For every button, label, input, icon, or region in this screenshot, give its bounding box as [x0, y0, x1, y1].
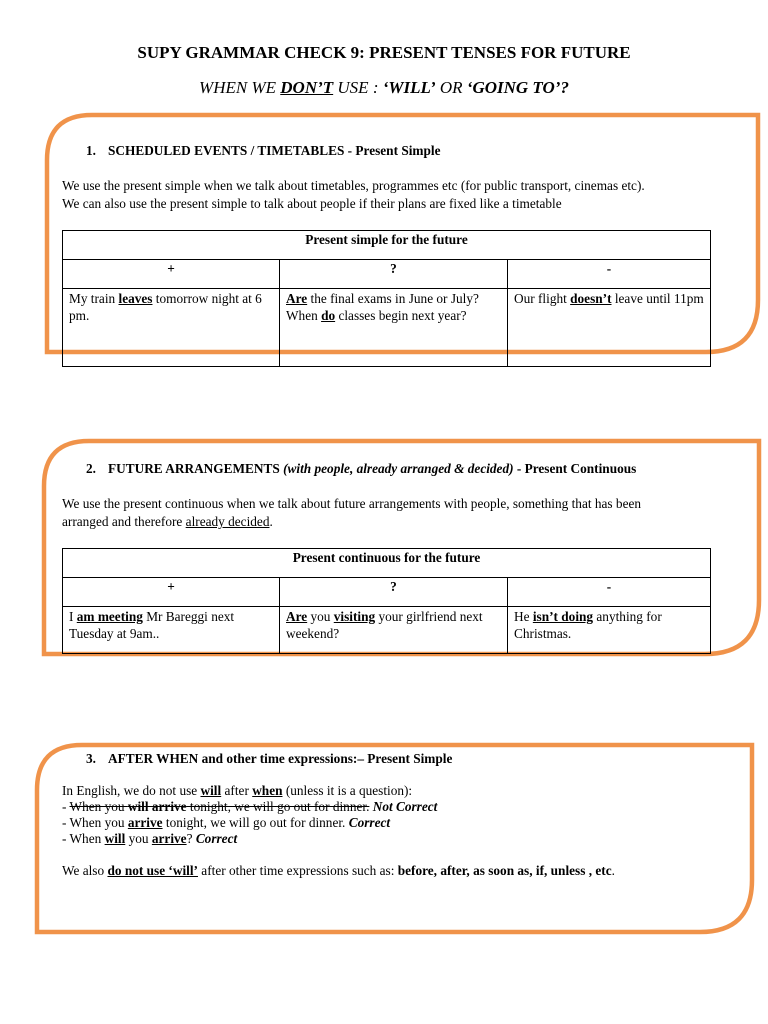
table-caption: Present continuous for the future — [63, 549, 711, 578]
section-2-heading: 2. FUTURE ARRANGEMENTS (with people, already arranged & decided) - Present Continuous — [86, 461, 637, 476]
section-1-heading: 1. SCHEDULED EVENTS / TIMETABLES - Present Simple — [86, 143, 441, 158]
section-2-paragraph: We use the present continuous when we talk about future arrangements with people, something that has been arranged and therefore already decided. — [62, 496, 642, 529]
table-caption: Present simple for the future — [63, 231, 711, 260]
correct-example-1: - When you arrive tonight, we will go out for dinner. Correct — [62, 815, 391, 830]
present-continuous-table — [62, 548, 711, 654]
rule-line: In English, we do not use will after when (unless it is a question): — [62, 783, 413, 798]
positive-column-header: + — [63, 260, 280, 289]
section-3-paragraph — [62, 783, 742, 879]
page-title: SUPY GRAMMAR CHECK 9: PRESENT TENSES FOR FUTURE — [137, 43, 631, 62]
positive-example: I am meeting Mr Bareggi next Tuesday at 9am.. — [63, 607, 280, 654]
negative-example: Our flight doesn’t leave until 11pm — [508, 289, 711, 367]
positive-example: My train leaves tomorrow night at 6 pm. — [63, 289, 280, 367]
section-1-paragraph: We use the present simple when we talk about timetables, programmes etc (for public transport, cinemas etc). We can also use the present simple to talk about people if their plans are fixed like a timetable — [62, 178, 645, 211]
correct-example-2: - When will you arrive? Correct — [62, 831, 238, 846]
present-simple-table — [62, 230, 711, 367]
question-example: Are you visiting your girlfriend next weekend? — [280, 607, 508, 654]
negative-column-header: - — [508, 578, 711, 607]
time-expressions-line: We also do not use ‘will’ after other time expressions such as: before, after, as soon as, if, unless , etc. — [62, 863, 615, 878]
section-3-heading: 3. AFTER WHEN and other time expressions:– Present Simple — [86, 751, 453, 766]
question-column-header: ? — [280, 578, 508, 607]
question-column-header: ? — [280, 260, 508, 289]
positive-column-header: + — [63, 578, 280, 607]
negative-column-header: - — [508, 260, 711, 289]
incorrect-example: - When you will arrive tonight, we will go out for dinner. Not Correct — [62, 799, 438, 814]
negative-example: He isn’t doing anything for Christmas. — [508, 607, 711, 654]
page-subtitle: WHEN WE DON’T USE : ‘WILL’ OR ‘GOING TO’? — [199, 78, 569, 97]
question-example: Are the final exams in June or July? When do classes begin next year? — [280, 289, 508, 367]
